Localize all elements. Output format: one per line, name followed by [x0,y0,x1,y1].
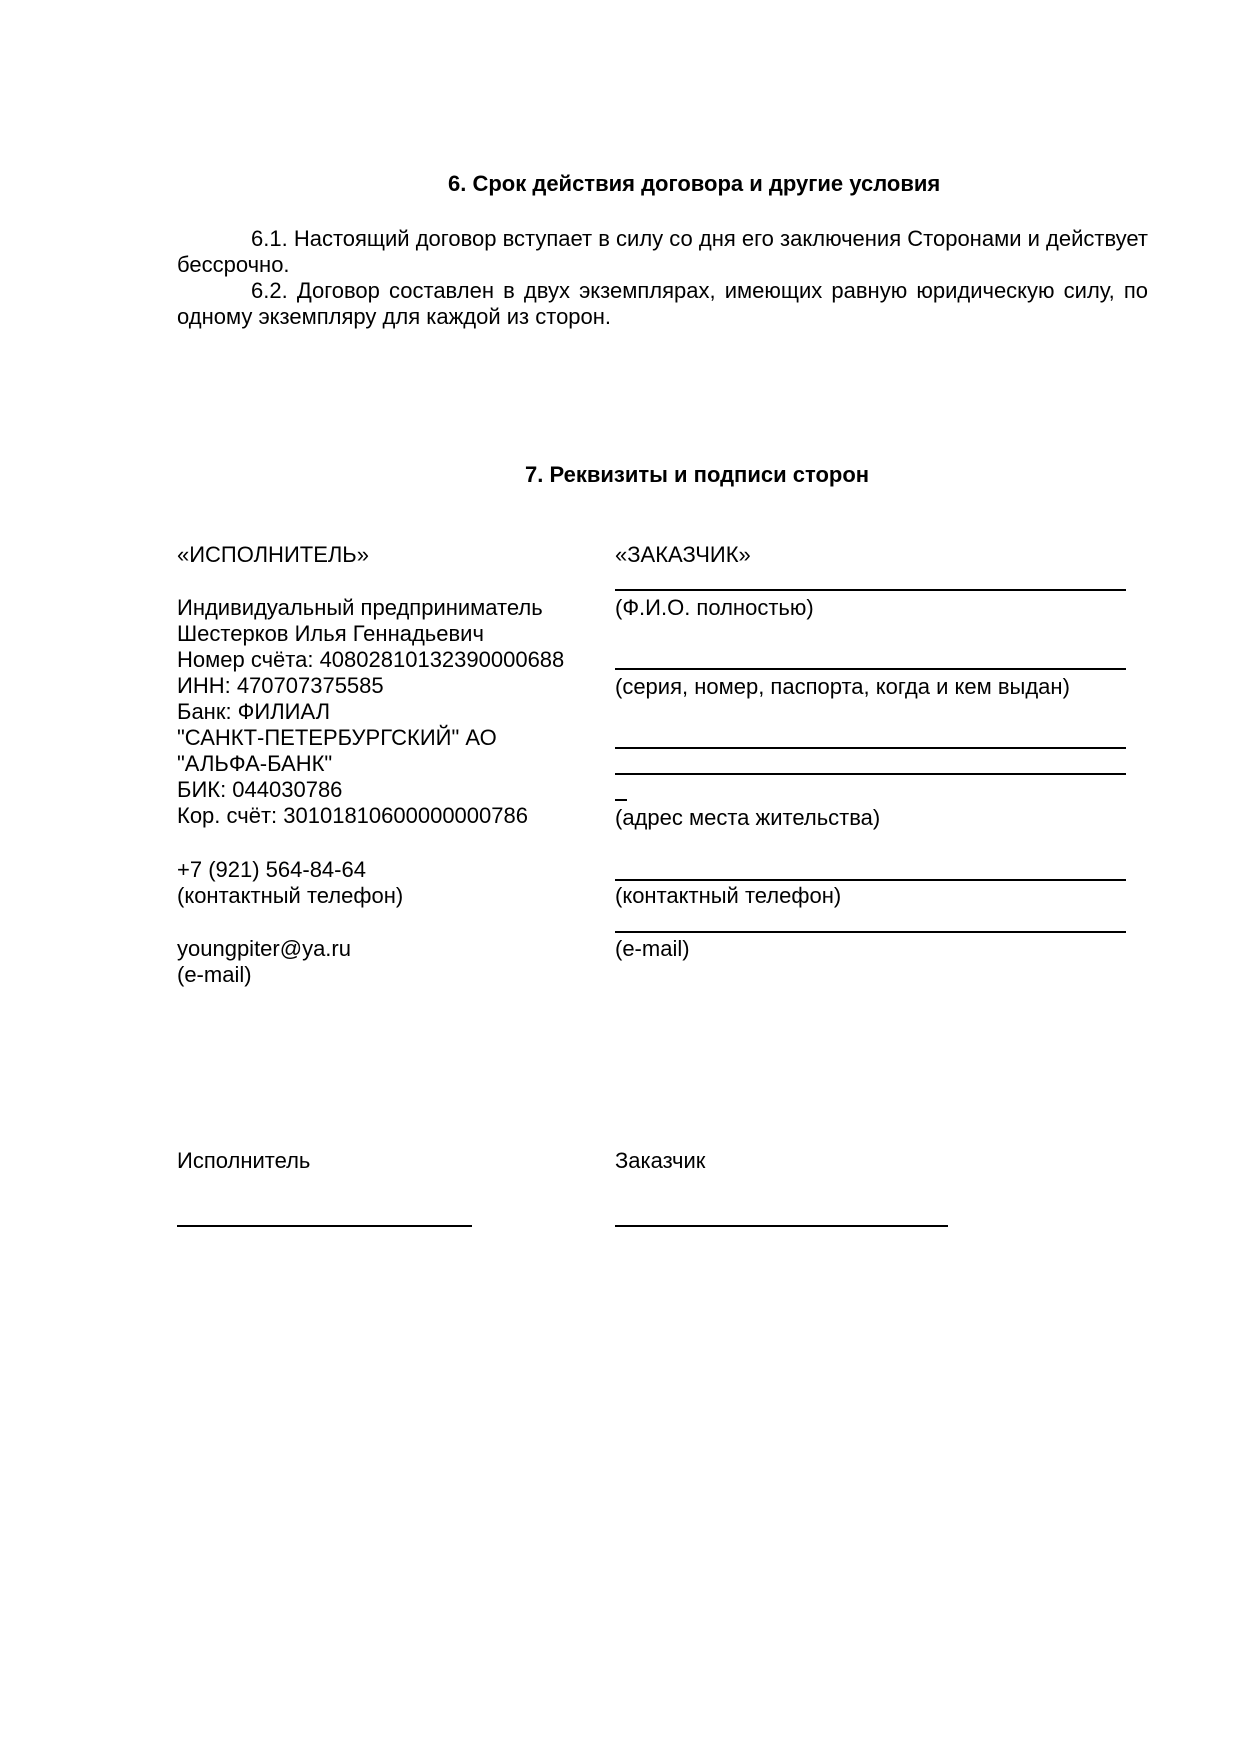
executor-signature-line [177,1225,472,1227]
executor-line: Номер счёта: 40802810132390000688 [177,647,565,672]
clause-6-1: 6.1. Настоящий договор вступает в силу со дня его заключения Сторонами и действует бессрочно. [177,226,1148,277]
executor-signature-label: Исполнитель [177,1148,311,1173]
customer-address-line-2 [615,773,1126,775]
executor-email-caption: (e-mail) [177,962,252,987]
customer-heading: «ЗАКАЗЧИК» [615,542,751,567]
executor-heading: «ИСПОЛНИТЕЛЬ» [177,542,369,567]
customer-fio-caption: (Ф.И.О. полностью) [615,595,814,620]
executor-email: youngpiter@ya.ru [177,936,351,961]
executor-line: Шестерков Илья Геннадьевич [177,621,484,646]
clause-6-2: 6.2. Договор составлен в двух экземплярах, имеющих равную юридическую силу, по одному экземпляру для каждой из сторон. [177,278,1148,329]
executor-line: БИК: 044030786 [177,777,343,802]
customer-email-line [615,931,1126,933]
customer-address-caption: (адрес места жительства) [615,805,881,830]
executor-line: ИНН: 470707375585 [177,673,384,698]
section-7-title: 7. Реквизиты и подписи сторон [525,462,870,487]
customer-address-line-3 [615,799,627,801]
customer-passport-line [615,668,1126,670]
executor-phone-caption: (контактный телефон) [177,883,404,908]
customer-phone-caption: (контактный телефон) [615,883,842,908]
customer-fio-line [615,589,1126,591]
executor-line: Индивидуальный предприниматель [177,595,543,620]
section-6-body [177,226,1148,330]
customer-signature-line [615,1225,948,1227]
executor-line: Банк: ФИЛИАЛ [177,699,331,724]
executor-details [177,595,564,829]
executor-line: Кор. счёт: 30101810600000000786 [177,803,528,828]
executor-line: "САНКТ-ПЕТЕРБУРГСКИЙ" АО [177,725,497,750]
customer-passport-caption: (серия, номер, паспорта, когда и кем выдан) [615,674,1070,699]
executor-line: "АЛЬФА-БАНК" [177,751,333,776]
customer-address-line-1 [615,747,1126,749]
customer-signature-label: Заказчик [615,1148,706,1173]
customer-phone-line [615,879,1126,881]
section-6-title: 6. Срок действия договора и другие условия [448,171,941,196]
executor-phone: +7 (921) 564-84-64 [177,857,366,882]
customer-email-caption: (e-mail) [615,936,690,961]
